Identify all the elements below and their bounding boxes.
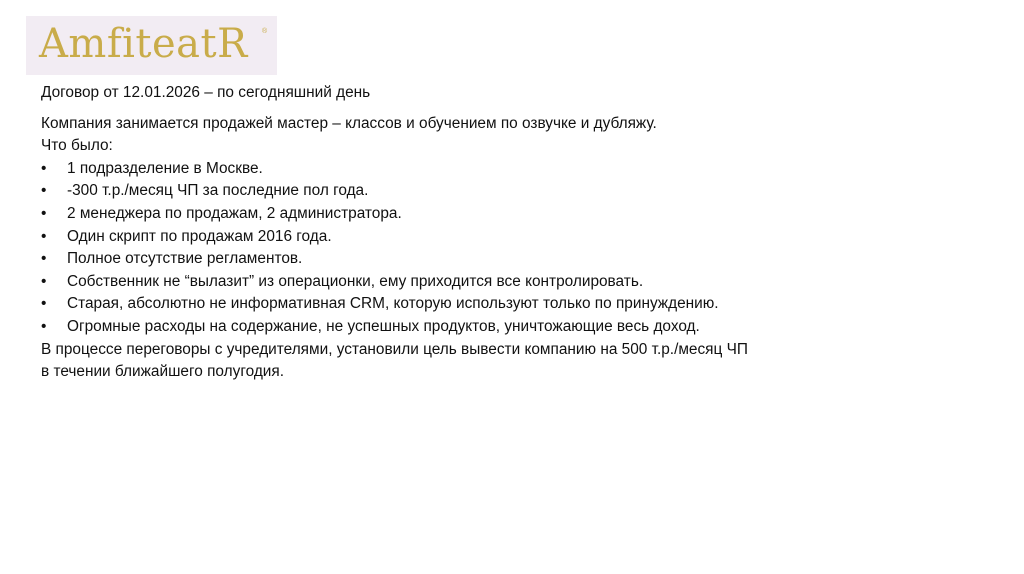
bullet-icon: • (41, 204, 47, 222)
list-item (41, 203, 941, 226)
list-item (41, 158, 941, 181)
slide-content (41, 82, 941, 384)
list-item-text: -300 т.р./месяц ЧП за последние пол года. (67, 182, 369, 200)
conclusion-line-1: В процессе переговоры с учредителями, установили цель вывести компанию на 500 т.р./месяц ЧП (41, 340, 748, 358)
bullet-icon: • (41, 317, 47, 335)
list-item (41, 180, 941, 203)
list-item-text: Старая, абсолютно не информативная CRM, которую используют только по принуждению. (67, 295, 719, 313)
registered-mark: ® (262, 28, 268, 35)
list-item-text: Огромные расходы на содержание, не успешных продуктов, уничтожающие весь доход. (67, 317, 700, 335)
list-item-text: Собственник не “вылазит” из операционки, ему приходится все контролировать. (67, 272, 644, 290)
list-item-text: 1 подразделение в Москве. (67, 159, 263, 177)
list-item-text: Один скрипт по продажам 2016 года. (67, 227, 332, 245)
list-item (41, 293, 941, 316)
bullet-list (41, 158, 941, 339)
bullet-icon: • (41, 272, 47, 290)
logo (26, 16, 277, 75)
conclusion-line-2: в течении ближайшего полугодия. (41, 363, 285, 381)
list-item-text: 2 менеджера по продажам, 2 администратора. (67, 204, 402, 222)
list-item-text: Полное отсутствие регламентов. (67, 250, 303, 268)
bullet-icon: • (41, 227, 47, 245)
list-item (41, 316, 941, 339)
list-item (41, 271, 941, 294)
logo-text: AmfiteatR (39, 21, 248, 67)
contract-line: Договор от 12.01.2026 – по сегодняшний день (41, 84, 371, 101)
list-item (41, 248, 941, 271)
company-intro: Компания занимается продажей мастер – классов и обучением по озвучке и дубляжу. (41, 114, 657, 132)
bullet-icon: • (41, 159, 47, 177)
bullet-icon: • (41, 182, 47, 200)
bullet-icon: • (41, 295, 47, 313)
bullet-icon: • (41, 250, 47, 268)
list-item (41, 226, 941, 249)
was-label: Что было: (41, 137, 113, 155)
